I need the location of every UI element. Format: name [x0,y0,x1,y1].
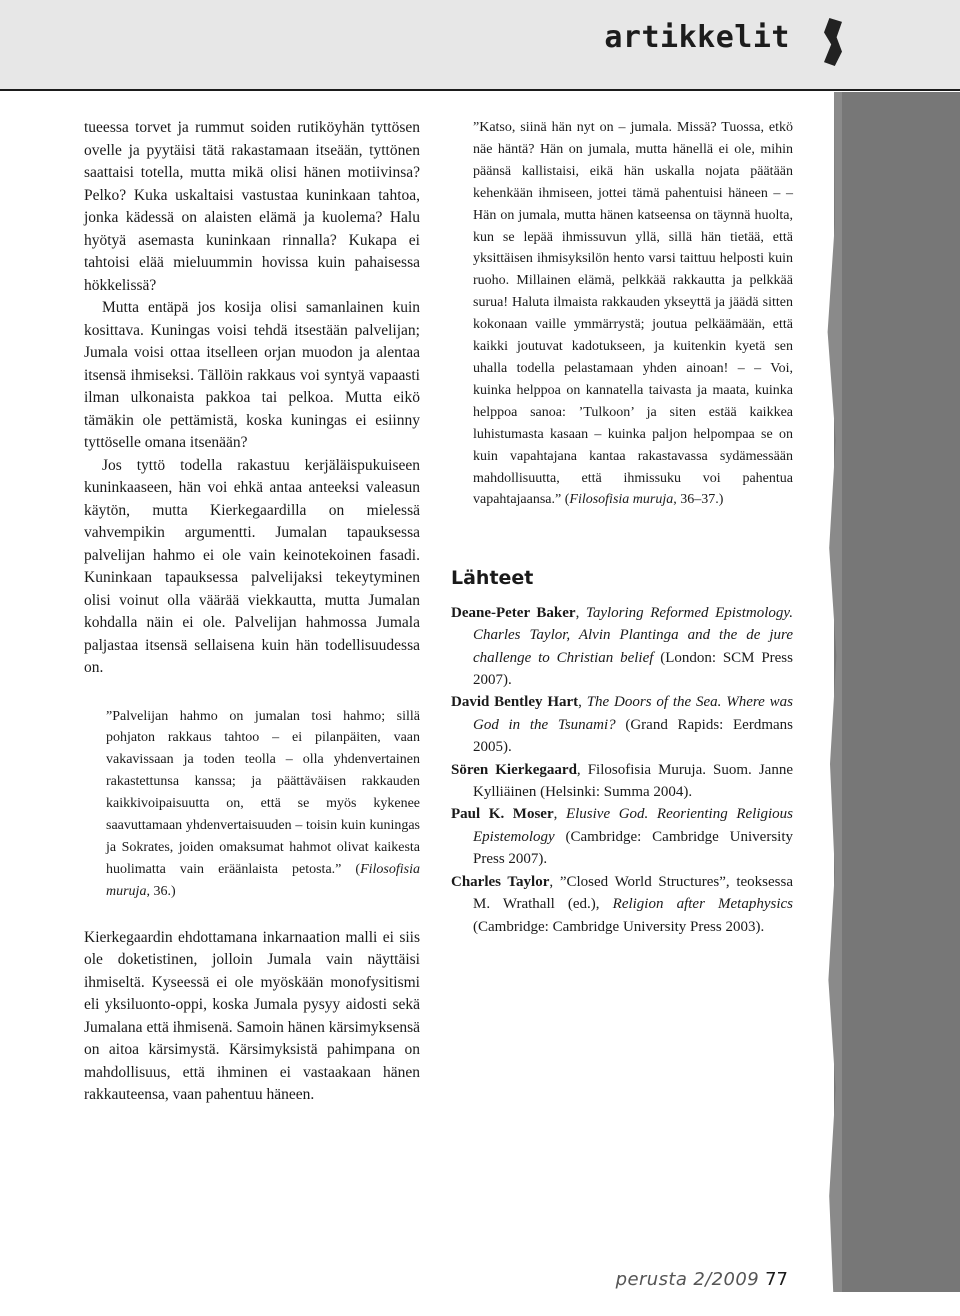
reference-item [451,871,793,938]
ref-rest: ”Closed World Structures”, teoksessa M. Wrathall (ed.), [473,873,793,913]
paragraph: Jos tyttö todella rakastuu kerjäläispukuiseen kuninkaaseen, hän voi ehkä antaa anteeksi valeasun käytön, mutta Kierkegaardilla on mielessä vahvempikin argumentti. Jumalan tapauksessa palvelijan hahmo ei ole vain keinotekoinen fasadi. Kuninkaan tapauksessa palvelijaksi tekeytyminen olisi voinut olla väärää viekkautta, mutta Jumalan kohdalla näin ei ole. Palvelijan hahmossa Jumala paljastaa itsensä sellaisena kuin hän todellisuudessa on. [84,456,420,676]
ref-title: Tayloring Reformed Epistmology. Charles Taylor, Alvin Plantinga and the de jure challenge to Christian belief [473,604,794,666]
side-bar [834,92,960,1292]
ref-rest-2: (Cambridge: Cambridge University Press 2003). [473,918,765,935]
block-quote [473,117,793,511]
page-number: 77 [765,1269,788,1290]
quote-text: ”Palvelijan hahmo on jumalan tosi hahmo; sillä pohjaton rakkaus tahtoo – ei pilanpäiten, vaan vakavissaan ja toden teolla – olla yhdenvertainen rakastettunsa kanssa; ja päättäväisen rakkauden kaikkivoipaisuutta on, että se myös kykenee saavuttamaan yhdenvertaisuuden – toisin kuin kuningas ja Sokrates, joiden omaksumat hahmot olivat kaikesta huolimatta vain eräänlaista petosta.” ( [106,708,420,877]
ref-author: Deane-Peter Baker [451,604,576,621]
ref-rest: Filosofisia Muruja. Suom. Janne Kylliäinen (Helsinki: Summa 2004). [473,761,793,801]
ref-title: The Doors of the Sea. Where was God in the Tsunami? [473,694,793,733]
ref-author: Paul K. Moser [451,806,554,823]
block-quote [106,706,420,903]
paragraph: Kierkegaardin ehdottamana inkarnaation malli ei siis ole doketistinen, jolloin Jumala vain näyttäisi ihmiseltä. Kyseessä ei ole myöskään monofysitismi eli yksiluonto-oppi, koska Jumala pysyy aidosti sekä Jumalana että ihmisenä. Samoin hänen kärsimyksensä on aitoa kärsimystä. Kärsimyksistä pahimpana on mahdollisuus, että ihminen ei vastaakaan hänen rakkauteensa, vaan pahentuu häneen. [84,928,420,1104]
reference-item [451,691,793,758]
quote-end: , 36–37.) [673,492,724,508]
ref-rest: (Grand Rapids: Eerdmans 2005). [473,716,793,756]
quote-end: , 36.) [146,883,176,899]
ref-title: Elusive God. Reorienting Religious Epistemology [473,806,793,845]
quote-citation: Filosofisia muruja [569,492,674,508]
page-footer [616,1269,788,1290]
ref-sep: , [576,761,588,778]
left-column [84,117,420,1107]
reference-item [451,602,793,692]
right-column [451,117,793,938]
ref-author: Sören Kierkegaard [451,761,577,778]
header-band [0,0,960,91]
references-heading: Lähteet [451,567,534,590]
paragraph: Mutta entäpä jos kosija olisi samanlainen kuin kosittava. Kuningas voisi tehdä itsestään palvelijan; Jumala voisi ottaa itselleen orjan muodon ja alentaa itsensä ihmiseksi. Tällöin rakkaus voi syntyä vapaasti ilman ulkonaista pakkoa tai pelkoa. Mutta eikö tämäkin ole pettämistä, koska kuningas ei esiinny tyttöselle omana itsenään? [84,299,420,451]
ref-sep: , [575,604,586,621]
ref-title-2: Religion after Metaphysics [612,896,793,913]
ref-author: David Bentley Hart [451,694,579,711]
ref-sep: , [553,806,566,823]
ref-sep: , [549,873,560,890]
quote-citation: Filosofisia muruja [106,861,420,899]
section-label: artikkelit [604,20,790,55]
ref-rest: (Cambridge: Cambridge University Press 2007). [473,828,793,868]
quote-text: ”Katso, siinä hän nyt on – jumala. Missä? Tuossa, etkö näe häntä? Hän on jumala, mutta hänellä ei ole, mihin päänsä kallistaisi, eikä hän uskalla nojata päätään kehenkään ihmiseen, jottei tämä pahentuisi häneen – – Hän on jumala, mutta hänen katseensa on täynnä huolta, kun se lepää ihmissuvun yllä, sillä hän tietää, että yksittäisen ihmisyksilön hento varsi taittuu helposti kuin ruoho. Millainen elämä, pelkkää rakkautta ja pelkkää surua! Haluta ilmaista rakkauden ykseyttä ja jäädä sitten kokonaan vaille ymmärrystä; joutua pelkäämään, että kaikki joutuvat kadotukseen, ja kuitenkin kyetä sen uhalla todella pelastamaan yhden ainoan! – – Voi, kuinka helppoa on kannatella taivasta ja maata, kuinka helppoa sanoa: ’Tulkoon’ ja siten estää kaikkea luhistumasta kasaan – kuinka paljon helpompaa se on kuin vapahtajana kantaa rakastavassa sydämessään mahdollisuutta, että ihmissuku voi pahentua vapahtajaansa.” ( [473,120,793,508]
reference-item [451,803,793,870]
reference-item [451,759,793,804]
paragraph: tueessa torvet ja rummut soiden rutiköyhän tyttösen ovelle ja pyytäisi tätä rakastamaan itseään, tyttönen saattaisi totella, mutta mikä olisi hänen motiivinsa? Pelko? Kuka uskaltaisi vastustaa kuninkaan tahtoa, jonka kädessä on alaisten elämä ja kuolema? Halu hyötyä asemasta kuninkaan rinnalla? Kukapa ei tahtoisi elää mieluummin hovissa kuin pahaisessa hökkelissä? [84,119,420,294]
ref-author: Charles Taylor [451,873,550,890]
magazine-name: perusta 2/2009 [615,1269,760,1290]
ref-sep: , [578,694,587,711]
ref-rest: (London: SCM Press 2007). [473,649,793,689]
